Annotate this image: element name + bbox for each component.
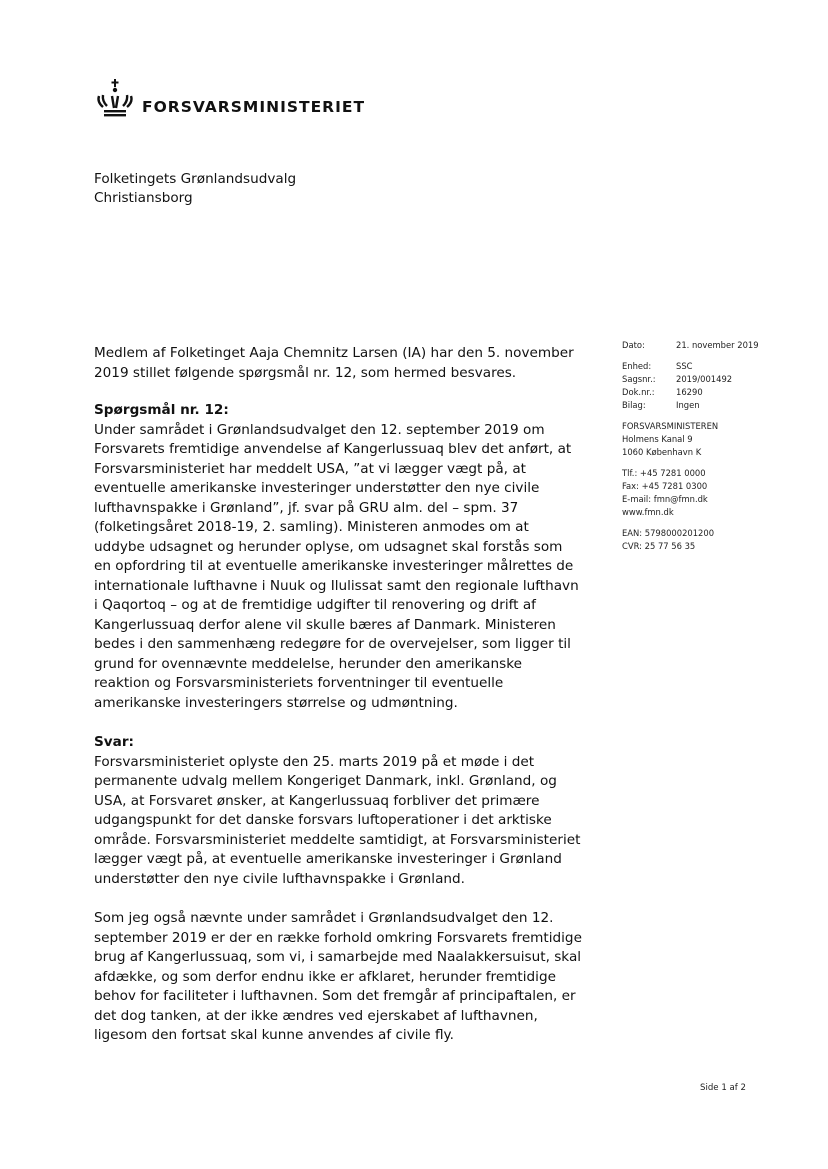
letter-body xyxy=(94,344,582,1046)
letterhead-logo xyxy=(94,78,365,118)
unit-row xyxy=(622,360,812,373)
unit-value: SSC xyxy=(676,361,693,371)
doc-row xyxy=(622,386,812,399)
website: www.fmn.dk xyxy=(622,507,674,517)
email: E-mail: fmn@fmn.dk xyxy=(622,494,708,504)
ean: EAN: 5798000201200 xyxy=(622,528,715,538)
case-row xyxy=(622,373,812,386)
case-value: 2019/001492 xyxy=(676,374,733,384)
question-text: Under samrådet i Grønlandsudvalget den 12. september 2019 om Forsvarets fremtidige anvendelse af Kangerlussuaq blev det anført, at Forsvarsministeriet har meddelt USA, ”at vi lægger vægt på, at eventuelle amerikanske investeringer understøtter den nye civile lufthavnspakke i Grønland”, jf. svar på GRU alm. del – spm. 37 (folketingsåret 2018-19, 2. samling). Ministeren anmodes om at uddybe udsagnet og herunder oplyse, om udsagnet skal forstås som en opfordring til at eventuelle amerikanske investeringer målrettes de internationale lufthavne i Nuuk og Ilulissat samt den regionale lufthavn i Qaqortoq – og at de fremtidige udgifter til renovering og drift af Kangerlussuaq derfor alene vil skulle bæres af Danmark. Ministeren bedes i den sammenhæng redegøre for de overvejelser, som ligger til grund for ovennævnte meddelelse, herunder den amerikanske reaktion og Forsvarsministeriets forventninger til eventuelle amerikanske investeringers størrelse og udmøntning. xyxy=(94,421,579,711)
answer-paragraph: Forsvarsministeriet oplyste den 25. marts 2019 på et møde i det permanente udvalg mellem Kongeriget Danmark, inkl. Grønland, og USA, at Forsvaret ønsker, at Kangerlussuaq forbliver det primære udgangspunkt for det danske forsvars luftoperationer i det arktiske område. Forsvarsministeriet meddelte samtidigt, at Forsvarsministeriet lægger vægt på, at eventuelle amerikanske investeringer i Grønland understøtter den nye civile lufthavnspakke i Grønland. xyxy=(94,753,581,887)
fax: Fax: +45 7281 0300 xyxy=(622,481,708,491)
address-line: Holmens Kanal 9 xyxy=(622,434,693,444)
case-label: Sagsnr.: xyxy=(622,374,656,384)
org-name: FORSVARSMINISTEREN xyxy=(622,421,719,431)
recipient-line: Christiansborg xyxy=(94,190,193,206)
date-row xyxy=(622,339,812,352)
cvr: CVR: 25 77 56 35 xyxy=(622,541,696,551)
intro-paragraph: Medlem af Folketinget Aaja Chemnitz Larsen (IA) har den 5. november 2019 stillet følgende spørgsmål nr. 12, som hermed besvares. xyxy=(94,345,574,381)
recipient-address xyxy=(94,170,296,208)
phone: Tlf.: +45 7281 0000 xyxy=(622,468,706,478)
ministry-name: FORSVARSMINISTERIET xyxy=(142,98,366,116)
answer-paragraph: Som jeg også nævnte under samrådet i Grønlandsudvalget den 12. september 2019 er der en række forhold omkring Forsvarets fremtidige brug af Kangerlussuaq, som vi, i samarbejde med Naalakkersuisut, skal afdække, og som derfor endnu ikke er afklaret, herunder fremtidige behov for faciliteter i lufthavnen. Som det fremgår af principaftalen, er det dog tanken, at der ikke ændres ved ejerskabet af lufthavnen, ligesom den fortsat skal kunne anvendes af civile fly. xyxy=(94,910,582,1043)
recipient-line: Folketingets Grønlandsudvalg xyxy=(94,171,297,187)
attachment-row xyxy=(622,399,812,412)
attachment-value: Ingen xyxy=(676,400,700,410)
page-number: Side 1 af 2 xyxy=(700,1083,747,1093)
doc-value: 16290 xyxy=(676,387,703,397)
date-label: Dato: xyxy=(622,340,645,350)
doc-label: Dok.nr.: xyxy=(622,387,655,397)
address-line: 1060 København K xyxy=(622,447,702,457)
date-value: 21. november 2019 xyxy=(676,340,759,350)
question-heading: Spørgsmål nr. 12: xyxy=(94,402,229,418)
attachment-label: Bilag: xyxy=(622,400,646,410)
unit-label: Enhed: xyxy=(622,361,652,371)
crown-icon xyxy=(94,78,136,118)
document-metadata xyxy=(622,339,812,553)
answer-heading: Svar: xyxy=(94,734,134,750)
